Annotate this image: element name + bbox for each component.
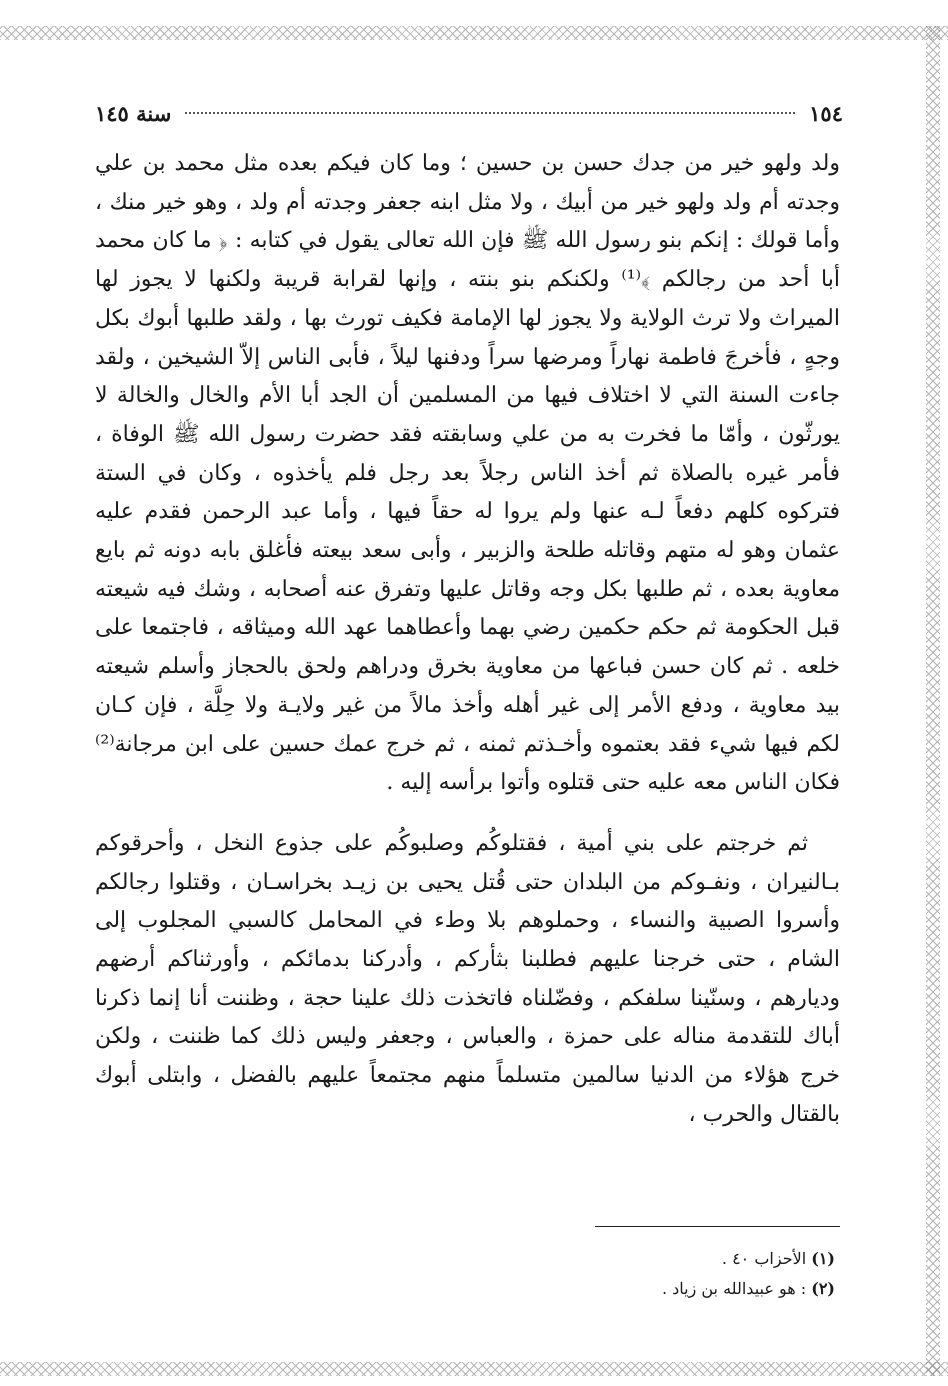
section-title: سنة ١٤٥ (95, 100, 172, 126)
footnote-2 (95, 1274, 835, 1304)
footnote-text: الأحزاب ٤٠ . (721, 1249, 807, 1268)
ornamental-border-bottom (0, 1362, 948, 1376)
body-text (95, 145, 840, 1135)
footnote-1 (95, 1244, 835, 1274)
footnote-separator (595, 1226, 840, 1227)
footnote-number: (١) (811, 1249, 835, 1268)
footnote-number: (٢) (811, 1279, 835, 1298)
page-number: ١٥٤ (809, 100, 843, 126)
paragraph-1: ولد ولهو خير من جدك حسن بن حسين ؛ وما كان فيكم بعده مثل محمد بن علي وجدته أم ولد ولهو خير من أبيك ، ولا مثل ابنه جعفر وجدته أم ولد ، وهو خير منك ، وأما قولك : إنكم بنو رسول الله ﷺ فإن الله تعالى يقول في كتابه : ﴿ ما كان محمد أبا أحد من رجالكم ﴾⁽¹⁾ ولكنكم بنو بنته ، وإنها لقرابة قريبة ولكنها لا يجوز لها الميراث ولا ترث الولاية ولا يجوز لها الإمامة فكيف تورث بها ، ولقد طلبها أبوك بكل وجهٍ ، فأخرجَ فاطمة نهاراً ومرضها سراً ودفنها ليلاً ، فأبى الناس إلاّ الشيخين ، ولقد جاءت السنة التي لا اختلاف فيها من المسلمين أن الجد أبا الأم والخال والخالة لا يورثّون ، وأمّا ما فخرت به من علي وسابقته فقد حضرت رسول الله ﷺ الوفاة ، فأمر غيره بالصلاة ثم أخذ الناس رجلاً بعد رجل فلم يأخذوه ، وكان في الستة فتركوه كلهم دفعاً لـه عنها ولم يروا له حقاً فيها ، وأما عبد الرحمن فقدم عليه عثمان وهو له متهم وقاتله طلحة والزبير ، وأبى سعد بيعته فأغلق بابه دونه ثم بايع معاوية بعده ، ثم طلبها بكل وجه وقاتل عليها وتفرق عنه أصحابه ، وشك فيه شيعته قبل الحكومة ثم حكم حكمين رضي بهما وأعطاهما عهد الله وميثاقه ، فاجتمعا على خلعه . ثم كان حسن فباعها من معاوية بخرق ودراهم ولحق بالحجاز وأسلم شيعته بيد معاوية ، ودفع الأمر إلى غير أهله وأخذ مالاً من غير ولايـة ولا حِلَّة ، فإن كـان لكم فيها شيء فقد بعتموه وأخـذتم ثمنه ، ثم خرج عمك حسين على ابن مرجانة⁽²⁾ فكان الناس معه عليه حتى قتلوه وأتوا برأسه إليه . (95, 151, 840, 796)
footnote-text: : هو عبيدالله بن زياد . (661, 1279, 807, 1298)
ornamental-border-top (0, 26, 948, 40)
ornamental-border-right (926, 26, 940, 1376)
running-head (95, 96, 843, 130)
footnotes (95, 1244, 835, 1304)
header-leader-dots (185, 112, 795, 114)
paragraph-2: ثم خرجتم على بني أمية ، فقتلوكُم وصلبوكُم على جذوع النخل ، وأحرقوكم بـالنيران ، ونفـوكم من البلدان حتى قُتل يحيى بن زيـد بخراسـان ، وقتلوا رجالكم وأسروا الصبية والنساء ، وحملوهم بلا وطء في المحامل كالسبي المجلوب إلى الشام ، حتى خرجنا عليهم فطلبنا بثأركم ، وأدركنا بدمائكم ، وأورثناكم أرضهم وديارهم ، وسنّينا سلفكم ، وفضّلناه فاتخذت ذلك علينا حجة ، وظننت أنا إنما ذكرنا أباك للتقدمة مناله على حمزة ، والعباس ، وجعفر وليس ذلك كما ظننت ، ولكن خرج هؤلاء من الدنيا سالمين متسلماً منهم مجتمعاً عليهم بالفضل ، وابتلى أبوك بالقتال والحرب ، (95, 830, 840, 1127)
